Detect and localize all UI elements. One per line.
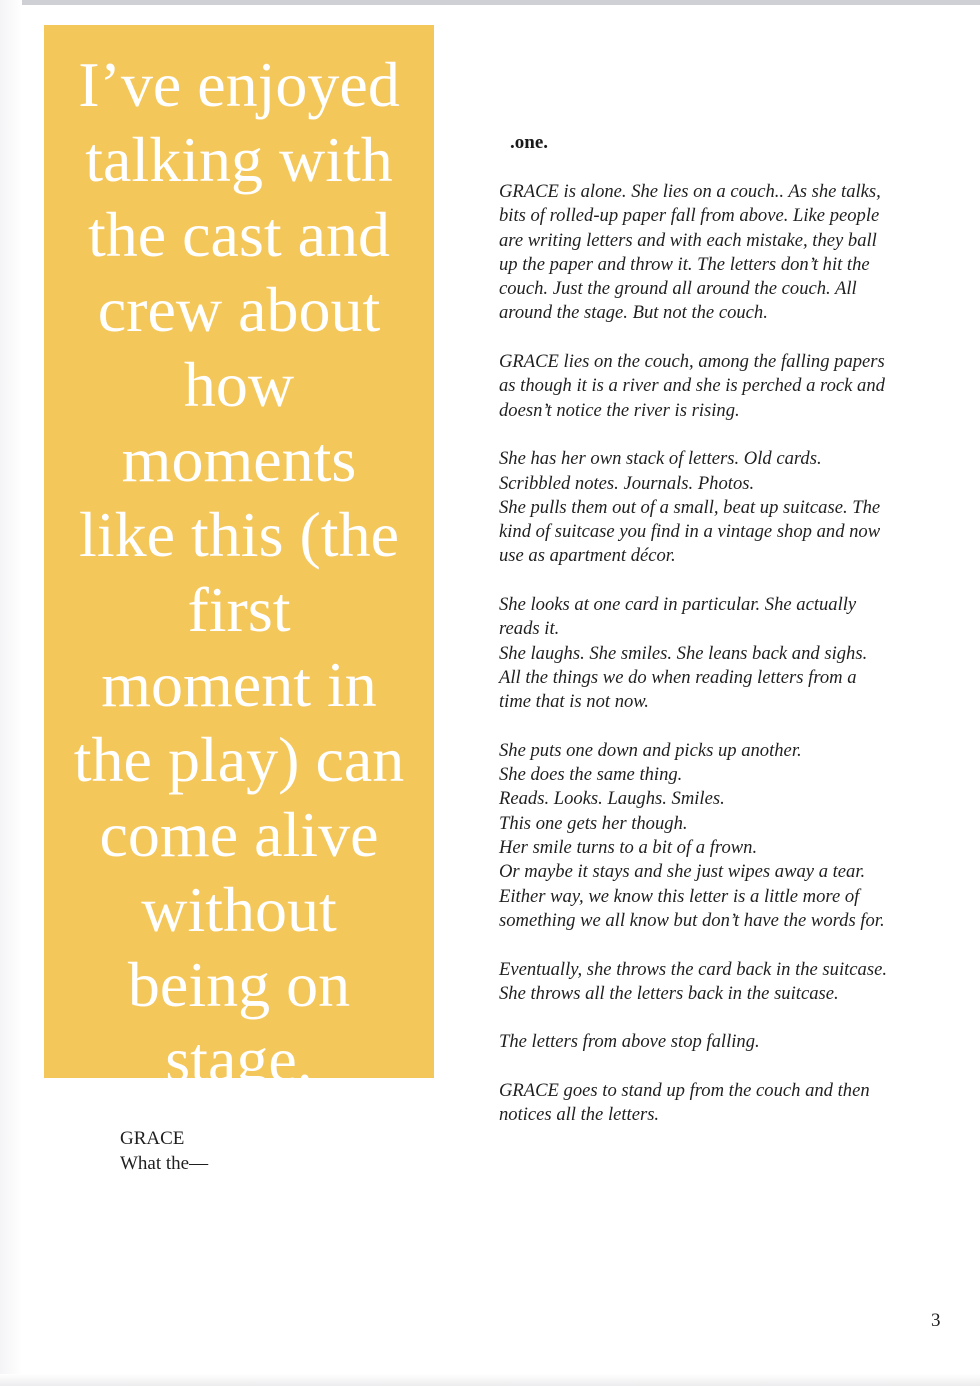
stage-direction-paragraph: She puts one down and picks up another. She does the same thing. Reads. Looks. Laughs. Smiles. This one gets her though. Her smile turns to a bit of a frown. Or maybe it stays and she just wipes away a tear. Either way, we know this letter is a little more of something we all know but don’t have the words for. <box>499 739 885 931</box>
dialogue-block <box>120 1126 208 1176</box>
stage-direction-paragraph: She looks at one card in particular. She actually reads it. She laughs. She smiles. She leans back and sighs. All the things we do when reading letters from a time that is not now. <box>499 594 868 713</box>
pull-quote-box <box>44 25 434 1095</box>
stage-directions <box>499 180 969 1152</box>
stage-direction-paragraph: GRACE is alone. She lies on a couch.. As she talks, bits of rolled-up paper fall from above. Like people are writing letters and with each mistake, they ball up the paper and throw it. The letters don’t hit the couch. Just the ground all around the couch. All around the stage. But not the couch. <box>499 181 881 324</box>
scene-heading: .one. <box>510 132 548 153</box>
page-bottom-shadow <box>0 1374 980 1386</box>
pull-quote-text: I’ve enjoyed talking with the cast and crew about how moments like this (the first moment in the play) can come alive without being on stage. <box>73 49 405 1095</box>
stage-direction-paragraph: Eventually, she throws the card back in the suitcase. She throws all the letters back in the suitcase. <box>499 958 887 1004</box>
page-top-rule <box>22 0 980 5</box>
stage-direction-paragraph: GRACE goes to stand up from the couch and then notices all the letters. <box>499 1079 870 1126</box>
character-name: GRACE <box>120 1128 185 1149</box>
page-number: 3 <box>931 1310 941 1331</box>
stage-direction-paragraph: She has her own stack of letters. Old cards. Scribbled notes. Journals. Photos. She pulls them out of a small, beat up suitcase. The kind of suitcase you find in a vintage shop and now use as apartment décor. <box>499 448 881 567</box>
stage-direction-paragraph: GRACE lies on the couch, among the falling papers as though it is a river and she is perched a rock and doesn’t notice the river is rising. <box>499 351 885 421</box>
page-edge-shadow <box>0 0 22 1386</box>
dialogue-line: What the— <box>120 1153 209 1174</box>
stage-direction-paragraph: The letters from above stop falling. <box>499 1031 760 1053</box>
